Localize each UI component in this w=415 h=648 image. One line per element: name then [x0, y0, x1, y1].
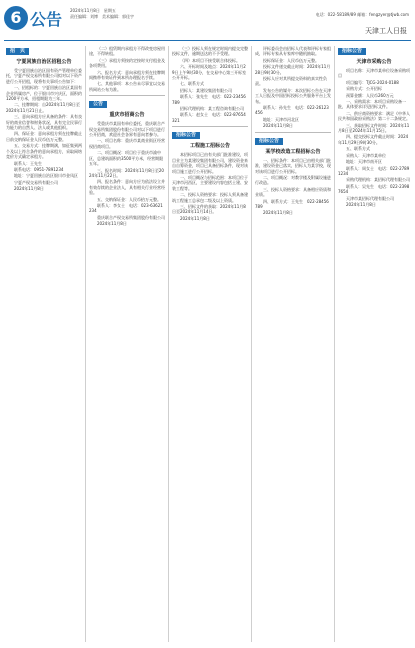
col5-body [338, 68, 410, 207]
paragraph: （三）承租方须按约定按时支付租金及各项费用。 [89, 57, 165, 69]
paragraph: 联系人：李女士 电话：023-63621234 [89, 202, 163, 214]
column-3 [172, 46, 248, 642]
paragraph: 二、项目概况：对教学楼及附属设施进行改造。 [255, 174, 331, 186]
paragraph: 联系人：赵女士 电话：022-87654321 [172, 112, 246, 123]
paragraph: 投标保证金：人民币伍万元整。 [263, 57, 319, 63]
paragraph: 招标人：某建设集团有限公司 [180, 87, 232, 93]
col5-tag: 招标公告 [338, 48, 366, 55]
paragraph: 联系人：王先生 [14, 160, 42, 166]
page-number: 6 [4, 6, 28, 30]
paragraph: 宁夏产权交易所有限公司 [14, 179, 58, 185]
paragraph: 重庆联合产权交易所集团股份有限公司 [97, 214, 165, 220]
column-2 [89, 46, 165, 642]
section-divider [172, 126, 248, 127]
column-divider [251, 46, 252, 642]
paragraph: 三、报名时间：2024年11月8日至2024年11月22日。 [89, 167, 164, 178]
paragraph: 地址：天津市南开区 [346, 159, 382, 165]
paragraph: 三、投标人资格要求：具备相应资质和业绩。 [255, 186, 331, 198]
col1-title: 宁夏回族自治区招租公告 [16, 59, 72, 65]
paragraph: 评标委员会由招标人代表和评标专家组成，评标专家从专家库中随机抽取。 [255, 46, 331, 57]
paragraph: 三、意向承租方应具备的条件：具有良好的商业信誉和财务状况，具有完全民事行为能力的自然人、法人或其他组织。 [6, 114, 82, 131]
paragraph: 采购方式：公开招标 [346, 86, 382, 92]
paragraph: 预算金额：人民币260万元 [346, 92, 394, 98]
column-divider [168, 46, 169, 642]
column-divider [334, 46, 335, 642]
col3-body-a [172, 46, 248, 123]
col1-tag: 招 贝 [6, 48, 29, 55]
section-title: 公告 [30, 10, 63, 29]
paragraph: 二、挂牌期间：自2024年11月8日至2024年11月21日止。 [6, 102, 80, 113]
col1-body [6, 68, 82, 192]
issue-date: 2024年11月8日 星期五 [70, 8, 116, 13]
paragraph: （四）本项目不接受联合体投标。 [180, 57, 240, 63]
header-rule [4, 40, 411, 41]
paragraph: 项目编号：TJCG-2024-0188 [346, 79, 399, 85]
paragraph: 2024年11月8日 [263, 123, 293, 129]
paragraph: 四、提交投标文件截止时间：2024年11月29日9时30分。 [338, 134, 409, 145]
paragraph: 四、联系方式：王先生 022-28456789 [255, 198, 329, 209]
paragraph: 七、其他事项：本公告未尽事宜以交易所网站公布为准。 [89, 81, 165, 92]
paragraph: 五、联系方式 [346, 146, 370, 152]
paragraph: 本招标项目已由有关部门批准建设，项目业主为某建设集团有限公司，建设资金来自自筹资金，项目已具备招标条件，现对该项目施工进行公开招标。 [172, 152, 248, 174]
col4-tag: 招标公告 [255, 138, 283, 145]
paragraph: 受重庆市某国有单位委托，重庆联合产权交易所集团股份有限公司对以下项目进行公开招商，欢迎社会各界有意向者参与。 [89, 121, 165, 138]
paragraph: （三）投标人须在规定时间内提交完整投标文件，逾期送达的不予受理。 [172, 46, 248, 57]
paragraph: 五、交纳保证金：人民币拾万元整。 [97, 196, 161, 202]
paragraph: 2024年11月8日 [263, 210, 293, 216]
page-header [0, 0, 415, 42]
paragraph: 投标文件递交截止时间：2024年11月28日9时30分。 [255, 64, 331, 75]
paragraph: 发布公告的媒介：本次招标公告在天津工人日报及中国招标投标公共服务平台上发布。 [255, 87, 331, 104]
paragraph: 联系人：孙先生 电话：022-26123456 [255, 105, 329, 116]
paragraph: 二、项目概况：项目位于重庆市渝中区，总建筑面积约3500平方米，经营期限五年。 [89, 150, 164, 167]
paragraph: 四、报名条件：意向方应为依法设立并有效存续的企业法人，具有相关行业经营经验。 [89, 179, 165, 196]
col3-title: 工程施工招标公告 [189, 143, 230, 150]
col4-body-b [255, 158, 331, 216]
paragraph: 二、供应商资格要求：满足《中华人民共和国政府采购法》第二十二条规定。 [338, 110, 410, 122]
contact-line: 电话：022-58189/89 邮箱：fengzyer@tjwb.com [315, 12, 409, 17]
paragraph: 受宁夏回族自治区国有资产管理单位委托，宁夏产权交易所有限公司拟对以下资产进行公开招租，现将有关事项公告如下： [6, 68, 82, 84]
paragraph: 一、招租标的：宁夏回族自治区某国有企业所属房产，位于银川市兴庆区，面积约1200平方米，招租期限为三年。 [6, 85, 82, 102]
col5-title: 天津市采购公告 [356, 59, 392, 65]
paragraph: 2024年11月8日 [14, 186, 44, 192]
paragraph: 采购人：天津市某单位 [346, 152, 386, 158]
paragraph: 三、获取招标文件时间：2024年11月8日至2024年11月15日。 [338, 122, 410, 134]
col2-tag: 公告 [89, 101, 107, 108]
paragraph: 地址：天津市河北区 [263, 116, 299, 122]
column-5 [338, 46, 410, 642]
paragraph: （二）租赁期内承租方不得改变房屋用途，不得转租。 [89, 46, 165, 57]
paragraph: 六、报名方式：意向承租方须在挂牌期间携带有效证件到本所办理报名手续。 [89, 69, 165, 81]
paragraph: 联系人：周女士 电话：022-27891234 [338, 165, 410, 176]
paragraph: 一、招标条件：本项目已由相关部门批准，建设资金已落实，招标人为某学校，现对该项目进行公开招标。 [255, 157, 331, 174]
paragraph: 六、开标时间及地点：2024年11月29日上午9时30分，在交易中心第三开标室公开开标。 [172, 64, 247, 81]
col3-tag: 招标公告 [172, 132, 200, 139]
paragraph: 联系人：张先生 电话：022-23456789 [172, 94, 246, 105]
paragraph: 项目名称：天津市某单位设备采购项目 [338, 68, 410, 79]
paragraph: 四、保证金：意向承租方须在挂牌截止日前交纳保证金人民币伍万元整。 [6, 131, 82, 142]
column-1 [6, 46, 82, 642]
paragraph: 三、招标文件的获取：2024年11月8日至2024年11月14日。 [172, 203, 246, 215]
paragraph: 五、交易方式：挂牌期满，如征集到两个及以上符合条件的意向承租方，采取网络竞价方式确定承租方。 [6, 143, 82, 160]
paragraph: 联系电话：0951-7891234 [14, 166, 64, 172]
col4-body-a [255, 46, 331, 129]
paragraph: 联系人：吴先生 电话：022-23987654 [338, 183, 410, 195]
paragraph: 一、项目概况与招标范围：本项目位于天津市河西区，主要建设内容包括土建、安装工程等。 [172, 174, 248, 191]
editor-line: 责任编辑：刘博 美术编辑：郭佳宇 [70, 14, 134, 19]
paragraph: 2024年11月8日 [180, 215, 210, 221]
section-divider [255, 132, 331, 133]
col2-title: 重庆市招商公告 [109, 112, 145, 119]
paragraph: 招标代理机构：某工程咨询有限公司 [180, 106, 244, 112]
col4-title: 某学校改造工程招标公告 [265, 148, 321, 155]
section-divider [89, 95, 165, 96]
column-divider [85, 46, 86, 642]
paragraph: 天津市某招标代理有限公司 [346, 195, 394, 201]
paragraph: 一、采购需求：本项目采购设备一批，具体要求详见招标文件。 [338, 99, 406, 110]
col2-body-a [89, 46, 165, 92]
column-4 [255, 46, 331, 642]
paragraph: 七、联系方式 [180, 81, 204, 87]
masthead: 天津工人日报 [365, 27, 407, 35]
col3-body-b [172, 152, 248, 221]
paragraph: 投标人应对其所提交资料的真实性负责。 [255, 76, 327, 87]
header-meta [70, 8, 134, 20]
paragraph: 一、项目名称：重庆市某商业街区经营权招商项目。 [89, 138, 165, 149]
paragraph: 采购代理机构：某招标代理有限公司 [346, 177, 410, 183]
paragraph: 2024年11月8日 [346, 201, 376, 207]
paragraph: 地址：宁夏回族自治区银川市金凤区 [14, 173, 78, 179]
paragraph: 2024年11月8日 [97, 221, 127, 227]
paragraph: 二、投标人资格要求：投标人须具备建筑工程施工总承包二级及以上资质。 [172, 192, 248, 203]
col2-body-b [89, 121, 165, 226]
